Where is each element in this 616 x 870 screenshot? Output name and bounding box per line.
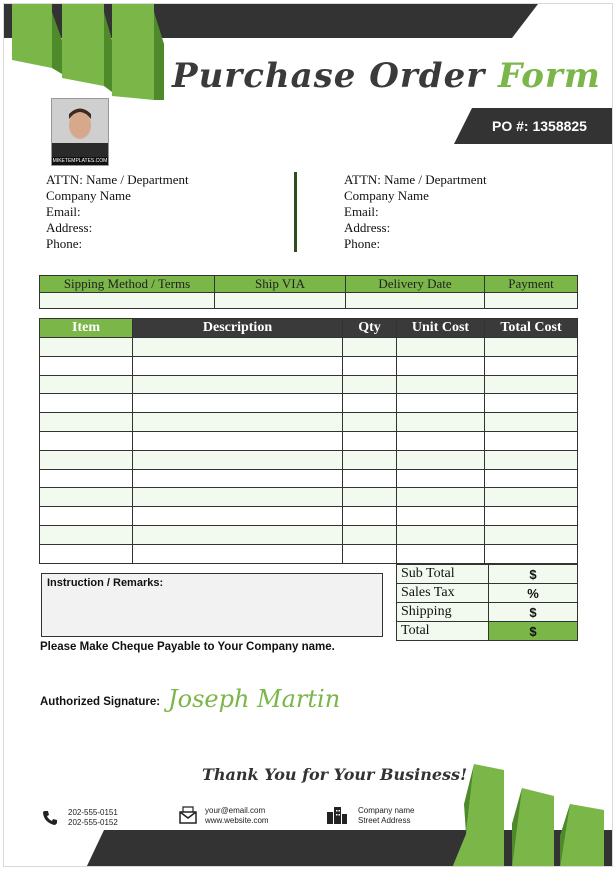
unit-cost-header: Unit Cost: [397, 319, 485, 338]
unit-cost-cell[interactable]: [397, 413, 485, 432]
items-table: [39, 318, 578, 564]
unit-cost-cell[interactable]: [397, 375, 485, 394]
unit-cost-cell[interactable]: [397, 338, 485, 357]
total-cost-cell[interactable]: [485, 356, 578, 375]
footer-web: [205, 806, 269, 826]
qty-cell[interactable]: [343, 488, 397, 507]
ship-via-header: Ship VIA: [215, 276, 346, 293]
description-cell[interactable]: [133, 394, 343, 413]
to-company: Company Name: [344, 188, 429, 203]
table-row: [40, 450, 578, 469]
shipping-row: [397, 603, 578, 622]
shipping-label: Shipping: [397, 603, 489, 622]
sales-tax-value[interactable]: %: [489, 584, 578, 603]
photo-caption: MIKETEMPLATES.COM: [52, 158, 108, 164]
footer-phones: [68, 808, 118, 828]
table-row: [40, 469, 578, 488]
to-phone: Phone:: [344, 236, 381, 251]
phone-icon: [42, 810, 58, 826]
remarks-label: Instruction / Remarks:: [47, 577, 164, 589]
description-cell[interactable]: [133, 450, 343, 469]
item-cell[interactable]: [40, 431, 133, 450]
item-cell[interactable]: [40, 338, 133, 357]
item-cell[interactable]: [40, 488, 133, 507]
total-cost-cell[interactable]: [485, 544, 578, 563]
building-icon: [326, 806, 348, 824]
qty-cell[interactable]: [343, 394, 397, 413]
description-cell[interactable]: [133, 525, 343, 544]
total-cost-cell[interactable]: [485, 413, 578, 432]
to-email: Email:: [344, 204, 379, 219]
shipping-table: [39, 275, 578, 309]
table-row: [40, 525, 578, 544]
cheque-note: Please Make Cheque Payable to Your Company name.: [40, 641, 335, 653]
subtotal-row: [397, 565, 578, 584]
from-attn: ATTN: Name / Department: [46, 172, 189, 187]
address-divider: [294, 172, 297, 252]
footer-email[interactable]: your@email.com: [205, 806, 266, 815]
shipping-method-header: Sipping Method / Terms: [40, 276, 215, 293]
unit-cost-cell[interactable]: [397, 525, 485, 544]
total-cost-header: Total Cost: [485, 319, 578, 338]
ship-via-cell[interactable]: [215, 293, 346, 309]
remarks-box[interactable]: [41, 573, 383, 637]
item-cell[interactable]: [40, 450, 133, 469]
total-cost-cell[interactable]: [485, 525, 578, 544]
from-address-line: Address:: [46, 220, 93, 235]
email-icon: [179, 806, 197, 824]
table-row: [40, 356, 578, 375]
item-cell[interactable]: [40, 469, 133, 488]
unit-cost-cell[interactable]: [397, 544, 485, 563]
item-header: Item: [40, 319, 133, 338]
unit-cost-cell[interactable]: [397, 450, 485, 469]
shipping-method-cell[interactable]: [40, 293, 215, 309]
purchase-order-page: [3, 3, 613, 867]
subtotal-value[interactable]: $: [489, 565, 578, 584]
description-cell[interactable]: [133, 488, 343, 507]
from-address: [46, 172, 189, 252]
total-cost-cell[interactable]: [485, 488, 578, 507]
unit-cost-cell[interactable]: [397, 394, 485, 413]
thank-you-message: Thank You for Your Business!: [202, 765, 468, 784]
footer-street: Street Address: [358, 816, 411, 825]
sales-tax-label: Sales Tax: [397, 584, 489, 603]
delivery-date-cell[interactable]: [346, 293, 485, 309]
total-cost-cell[interactable]: [485, 469, 578, 488]
qty-cell[interactable]: [343, 450, 397, 469]
total-cost-cell[interactable]: [485, 450, 578, 469]
total-value[interactable]: $: [489, 622, 578, 641]
description-cell[interactable]: [133, 413, 343, 432]
to-address: [344, 172, 487, 252]
profile-photo: [51, 98, 109, 166]
unit-cost-cell[interactable]: [397, 507, 485, 526]
table-row: [40, 375, 578, 394]
description-cell[interactable]: [133, 544, 343, 563]
qty-cell[interactable]: [343, 375, 397, 394]
qty-cell[interactable]: [343, 469, 397, 488]
table-row: [40, 488, 578, 507]
item-cell[interactable]: [40, 544, 133, 563]
item-cell[interactable]: [40, 507, 133, 526]
from-phone: Phone:: [46, 236, 83, 251]
qty-cell[interactable]: [343, 431, 397, 450]
item-cell[interactable]: [40, 394, 133, 413]
total-cost-cell[interactable]: [485, 394, 578, 413]
qty-header: Qty: [343, 319, 397, 338]
table-row: [40, 507, 578, 526]
qty-cell[interactable]: [343, 413, 397, 432]
qty-cell[interactable]: [343, 507, 397, 526]
shipping-value[interactable]: $: [489, 603, 578, 622]
table-row: [40, 338, 578, 357]
qty-cell[interactable]: [343, 544, 397, 563]
unit-cost-cell[interactable]: [397, 356, 485, 375]
item-cell[interactable]: [40, 356, 133, 375]
footer-phone-1: 202-555-0151: [68, 808, 118, 817]
total-cost-cell[interactable]: [485, 431, 578, 450]
from-email: Email:: [46, 204, 81, 219]
payment-cell[interactable]: [485, 293, 578, 309]
signature-label: Authorized Signature:: [40, 696, 161, 708]
signature: Joseph Martin: [168, 685, 341, 713]
total-cost-cell[interactable]: [485, 338, 578, 357]
table-row: [40, 413, 578, 432]
page-title: Purchase Order Form: [172, 56, 601, 96]
item-cell[interactable]: [40, 413, 133, 432]
table-row: [40, 431, 578, 450]
totals-table: [396, 564, 578, 641]
total-row: [397, 622, 578, 641]
table-row: [40, 394, 578, 413]
description-cell[interactable]: [133, 356, 343, 375]
subtotal-label: Sub Total: [397, 565, 489, 584]
unit-cost-cell[interactable]: [397, 469, 485, 488]
footer-company-name: Company name: [358, 806, 415, 815]
description-cell[interactable]: [133, 375, 343, 394]
total-label: Total: [397, 622, 489, 641]
person-icon: [52, 99, 108, 165]
to-address-line: Address:: [344, 220, 391, 235]
footer-company: [358, 806, 414, 826]
to-attn: ATTN: Name / Department: [344, 172, 487, 187]
unit-cost-cell[interactable]: [397, 488, 485, 507]
total-cost-cell[interactable]: [485, 375, 578, 394]
item-cell[interactable]: [40, 525, 133, 544]
payment-header: Payment: [485, 276, 578, 293]
from-company: Company Name: [46, 188, 131, 203]
description-cell[interactable]: [133, 338, 343, 357]
delivery-date-header: Delivery Date: [346, 276, 485, 293]
sales-tax-row: [397, 584, 578, 603]
footer-phone-2: 202-555-0152: [68, 818, 118, 827]
description-cell[interactable]: [133, 431, 343, 450]
po-number: PO #: 1358825: [492, 118, 587, 134]
description-header: Description: [133, 319, 343, 338]
qty-cell[interactable]: [343, 338, 397, 357]
qty-cell[interactable]: [343, 356, 397, 375]
unit-cost-cell[interactable]: [397, 431, 485, 450]
total-cost-cell[interactable]: [485, 507, 578, 526]
description-cell[interactable]: [133, 507, 343, 526]
table-row: [40, 544, 578, 563]
footer-website[interactable]: www.website.com: [205, 816, 269, 825]
description-cell[interactable]: [133, 469, 343, 488]
item-cell[interactable]: [40, 375, 133, 394]
qty-cell[interactable]: [343, 525, 397, 544]
